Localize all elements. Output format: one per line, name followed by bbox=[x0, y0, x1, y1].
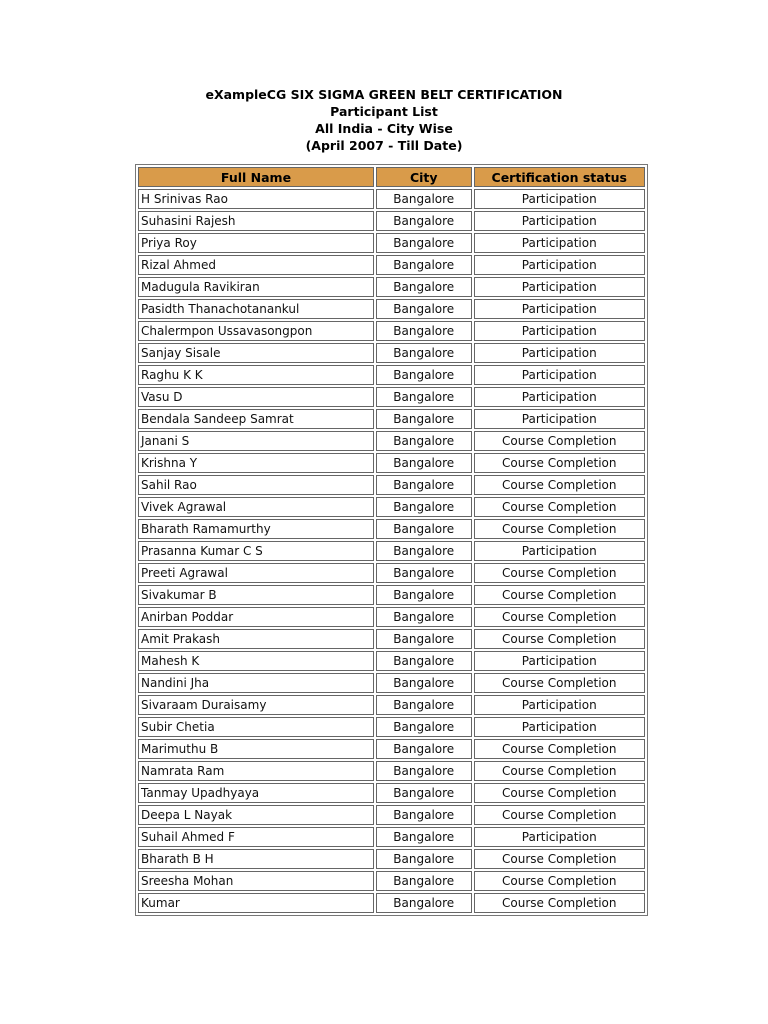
cell-certification-status: Course Completion bbox=[474, 849, 645, 869]
cell-city: Bangalore bbox=[376, 255, 472, 275]
cell-full-name: Sivaraam Duraisamy bbox=[138, 695, 374, 715]
cell-certification-status: Course Completion bbox=[474, 431, 645, 451]
table-header-row bbox=[138, 167, 645, 187]
cell-full-name: Krishna Y bbox=[138, 453, 374, 473]
cell-city: Bangalore bbox=[376, 211, 472, 231]
cell-certification-status: Participation bbox=[474, 189, 645, 209]
cell-city: Bangalore bbox=[376, 739, 472, 759]
table-row bbox=[138, 805, 645, 825]
table-row bbox=[138, 585, 645, 605]
table-row bbox=[138, 189, 645, 209]
cell-full-name: Sahil Rao bbox=[138, 475, 374, 495]
cell-certification-status: Participation bbox=[474, 343, 645, 363]
table-row bbox=[138, 717, 645, 737]
table-row bbox=[138, 453, 645, 473]
table-row bbox=[138, 607, 645, 627]
table-row bbox=[138, 563, 645, 583]
cell-full-name: Bharath B H bbox=[138, 849, 374, 869]
cell-full-name: H Srinivas Rao bbox=[138, 189, 374, 209]
table-row bbox=[138, 783, 645, 803]
cell-city: Bangalore bbox=[376, 387, 472, 407]
cell-city: Bangalore bbox=[376, 695, 472, 715]
cell-certification-status: Course Completion bbox=[474, 805, 645, 825]
cell-certification-status: Participation bbox=[474, 541, 645, 561]
cell-city: Bangalore bbox=[376, 651, 472, 671]
table-row bbox=[138, 211, 645, 231]
cell-city: Bangalore bbox=[376, 409, 472, 429]
cell-city: Bangalore bbox=[376, 783, 472, 803]
cell-full-name: Nandini Jha bbox=[138, 673, 374, 693]
table-row bbox=[138, 497, 645, 517]
cell-certification-status: Course Completion bbox=[474, 453, 645, 473]
cell-full-name: Vasu D bbox=[138, 387, 374, 407]
cell-full-name: Sivakumar B bbox=[138, 585, 374, 605]
table-row bbox=[138, 673, 645, 693]
participant-table bbox=[135, 164, 648, 916]
cell-certification-status: Course Completion bbox=[474, 519, 645, 539]
table-row bbox=[138, 343, 645, 363]
cell-certification-status: Participation bbox=[474, 299, 645, 319]
cell-city: Bangalore bbox=[376, 871, 472, 891]
cell-full-name: Deepa L Nayak bbox=[138, 805, 374, 825]
cell-certification-status: Course Completion bbox=[474, 673, 645, 693]
table-row bbox=[138, 255, 645, 275]
table-row bbox=[138, 277, 645, 297]
cell-certification-status: Participation bbox=[474, 827, 645, 847]
cell-city: Bangalore bbox=[376, 585, 472, 605]
cell-city: Bangalore bbox=[376, 365, 472, 385]
cell-full-name: Tanmay Upadhyaya bbox=[138, 783, 374, 803]
cell-full-name: Preeti Agrawal bbox=[138, 563, 374, 583]
cell-certification-status: Course Completion bbox=[474, 607, 645, 627]
cell-full-name: Mahesh K bbox=[138, 651, 374, 671]
cell-city: Bangalore bbox=[376, 629, 472, 649]
cell-city: Bangalore bbox=[376, 849, 472, 869]
document-title bbox=[0, 86, 768, 154]
column-header-certification-status: Certification status bbox=[474, 167, 645, 187]
cell-full-name: Marimuthu B bbox=[138, 739, 374, 759]
cell-full-name: Kumar bbox=[138, 893, 374, 913]
table-row bbox=[138, 321, 645, 341]
cell-full-name: Bendala Sandeep Samrat bbox=[138, 409, 374, 429]
title-line: eXampleCG SIX SIGMA GREEN BELT CERTIFICATION bbox=[205, 87, 563, 102]
cell-certification-status: Participation bbox=[474, 717, 645, 737]
cell-full-name: Suhail Ahmed F bbox=[138, 827, 374, 847]
table-row bbox=[138, 541, 645, 561]
table-row bbox=[138, 519, 645, 539]
cell-certification-status: Participation bbox=[474, 277, 645, 297]
cell-city: Bangalore bbox=[376, 827, 472, 847]
cell-city: Bangalore bbox=[376, 233, 472, 253]
cell-city: Bangalore bbox=[376, 541, 472, 561]
cell-full-name: Suhasini Rajesh bbox=[138, 211, 374, 231]
table-row bbox=[138, 849, 645, 869]
cell-city: Bangalore bbox=[376, 475, 472, 495]
cell-certification-status: Course Completion bbox=[474, 893, 645, 913]
subtitle-region: All India - City Wise bbox=[315, 121, 453, 136]
cell-full-name: Pasidth Thanachotanankul bbox=[138, 299, 374, 319]
cell-certification-status: Participation bbox=[474, 387, 645, 407]
cell-certification-status: Participation bbox=[474, 255, 645, 275]
table-row bbox=[138, 629, 645, 649]
table-row bbox=[138, 761, 645, 781]
cell-certification-status: Course Completion bbox=[474, 629, 645, 649]
cell-certification-status: Participation bbox=[474, 409, 645, 429]
cell-full-name: Amit Prakash bbox=[138, 629, 374, 649]
cell-city: Bangalore bbox=[376, 497, 472, 517]
cell-certification-status: Course Completion bbox=[474, 871, 645, 891]
cell-city: Bangalore bbox=[376, 563, 472, 583]
cell-city: Bangalore bbox=[376, 431, 472, 451]
cell-full-name: Madugula Ravikiran bbox=[138, 277, 374, 297]
table-row bbox=[138, 387, 645, 407]
cell-full-name: Prasanna Kumar C S bbox=[138, 541, 374, 561]
table-row bbox=[138, 233, 645, 253]
cell-city: Bangalore bbox=[376, 299, 472, 319]
cell-certification-status: Participation bbox=[474, 211, 645, 231]
cell-city: Bangalore bbox=[376, 607, 472, 627]
table-row bbox=[138, 651, 645, 671]
table-row bbox=[138, 871, 645, 891]
cell-full-name: Chalermpon Ussavasongpon bbox=[138, 321, 374, 341]
cell-full-name: Sreesha Mohan bbox=[138, 871, 374, 891]
table-row bbox=[138, 739, 645, 759]
cell-certification-status: Course Completion bbox=[474, 761, 645, 781]
cell-city: Bangalore bbox=[376, 717, 472, 737]
cell-full-name: Bharath Ramamurthy bbox=[138, 519, 374, 539]
cell-certification-status: Participation bbox=[474, 695, 645, 715]
cell-full-name: Janani S bbox=[138, 431, 374, 451]
table-row bbox=[138, 431, 645, 451]
subtitle-participant-list: Participant List bbox=[330, 104, 438, 119]
cell-full-name: Vivek Agrawal bbox=[138, 497, 374, 517]
cell-city: Bangalore bbox=[376, 761, 472, 781]
cell-certification-status: Course Completion bbox=[474, 563, 645, 583]
cell-full-name: Sanjay Sisale bbox=[138, 343, 374, 363]
cell-city: Bangalore bbox=[376, 673, 472, 693]
cell-city: Bangalore bbox=[376, 453, 472, 473]
cell-certification-status: Course Completion bbox=[474, 475, 645, 495]
cell-certification-status: Participation bbox=[474, 321, 645, 341]
cell-certification-status: Participation bbox=[474, 365, 645, 385]
cell-city: Bangalore bbox=[376, 277, 472, 297]
cell-certification-status: Course Completion bbox=[474, 585, 645, 605]
table-row bbox=[138, 893, 645, 913]
cell-certification-status: Course Completion bbox=[474, 739, 645, 759]
cell-city: Bangalore bbox=[376, 519, 472, 539]
cell-full-name: Raghu K K bbox=[138, 365, 374, 385]
table-row bbox=[138, 475, 645, 495]
cell-full-name: Rizal Ahmed bbox=[138, 255, 374, 275]
cell-city: Bangalore bbox=[376, 343, 472, 363]
table-row bbox=[138, 827, 645, 847]
cell-full-name: Subir Chetia bbox=[138, 717, 374, 737]
cell-full-name: Priya Roy bbox=[138, 233, 374, 253]
column-header-full-name: Full Name bbox=[138, 167, 374, 187]
column-header-city: City bbox=[376, 167, 472, 187]
table-row bbox=[138, 409, 645, 429]
cell-full-name: Namrata Ram bbox=[138, 761, 374, 781]
cell-certification-status: Participation bbox=[474, 233, 645, 253]
cell-city: Bangalore bbox=[376, 321, 472, 341]
cell-certification-status: Course Completion bbox=[474, 783, 645, 803]
table-row bbox=[138, 695, 645, 715]
cell-city: Bangalore bbox=[376, 189, 472, 209]
cell-full-name: Anirban Poddar bbox=[138, 607, 374, 627]
cell-city: Bangalore bbox=[376, 893, 472, 913]
cell-city: Bangalore bbox=[376, 805, 472, 825]
table-row bbox=[138, 299, 645, 319]
subtitle-date-range: (April 2007 - Till Date) bbox=[305, 138, 463, 153]
cell-certification-status: Participation bbox=[474, 651, 645, 671]
table-row bbox=[138, 365, 645, 385]
cell-certification-status: Course Completion bbox=[474, 497, 645, 517]
